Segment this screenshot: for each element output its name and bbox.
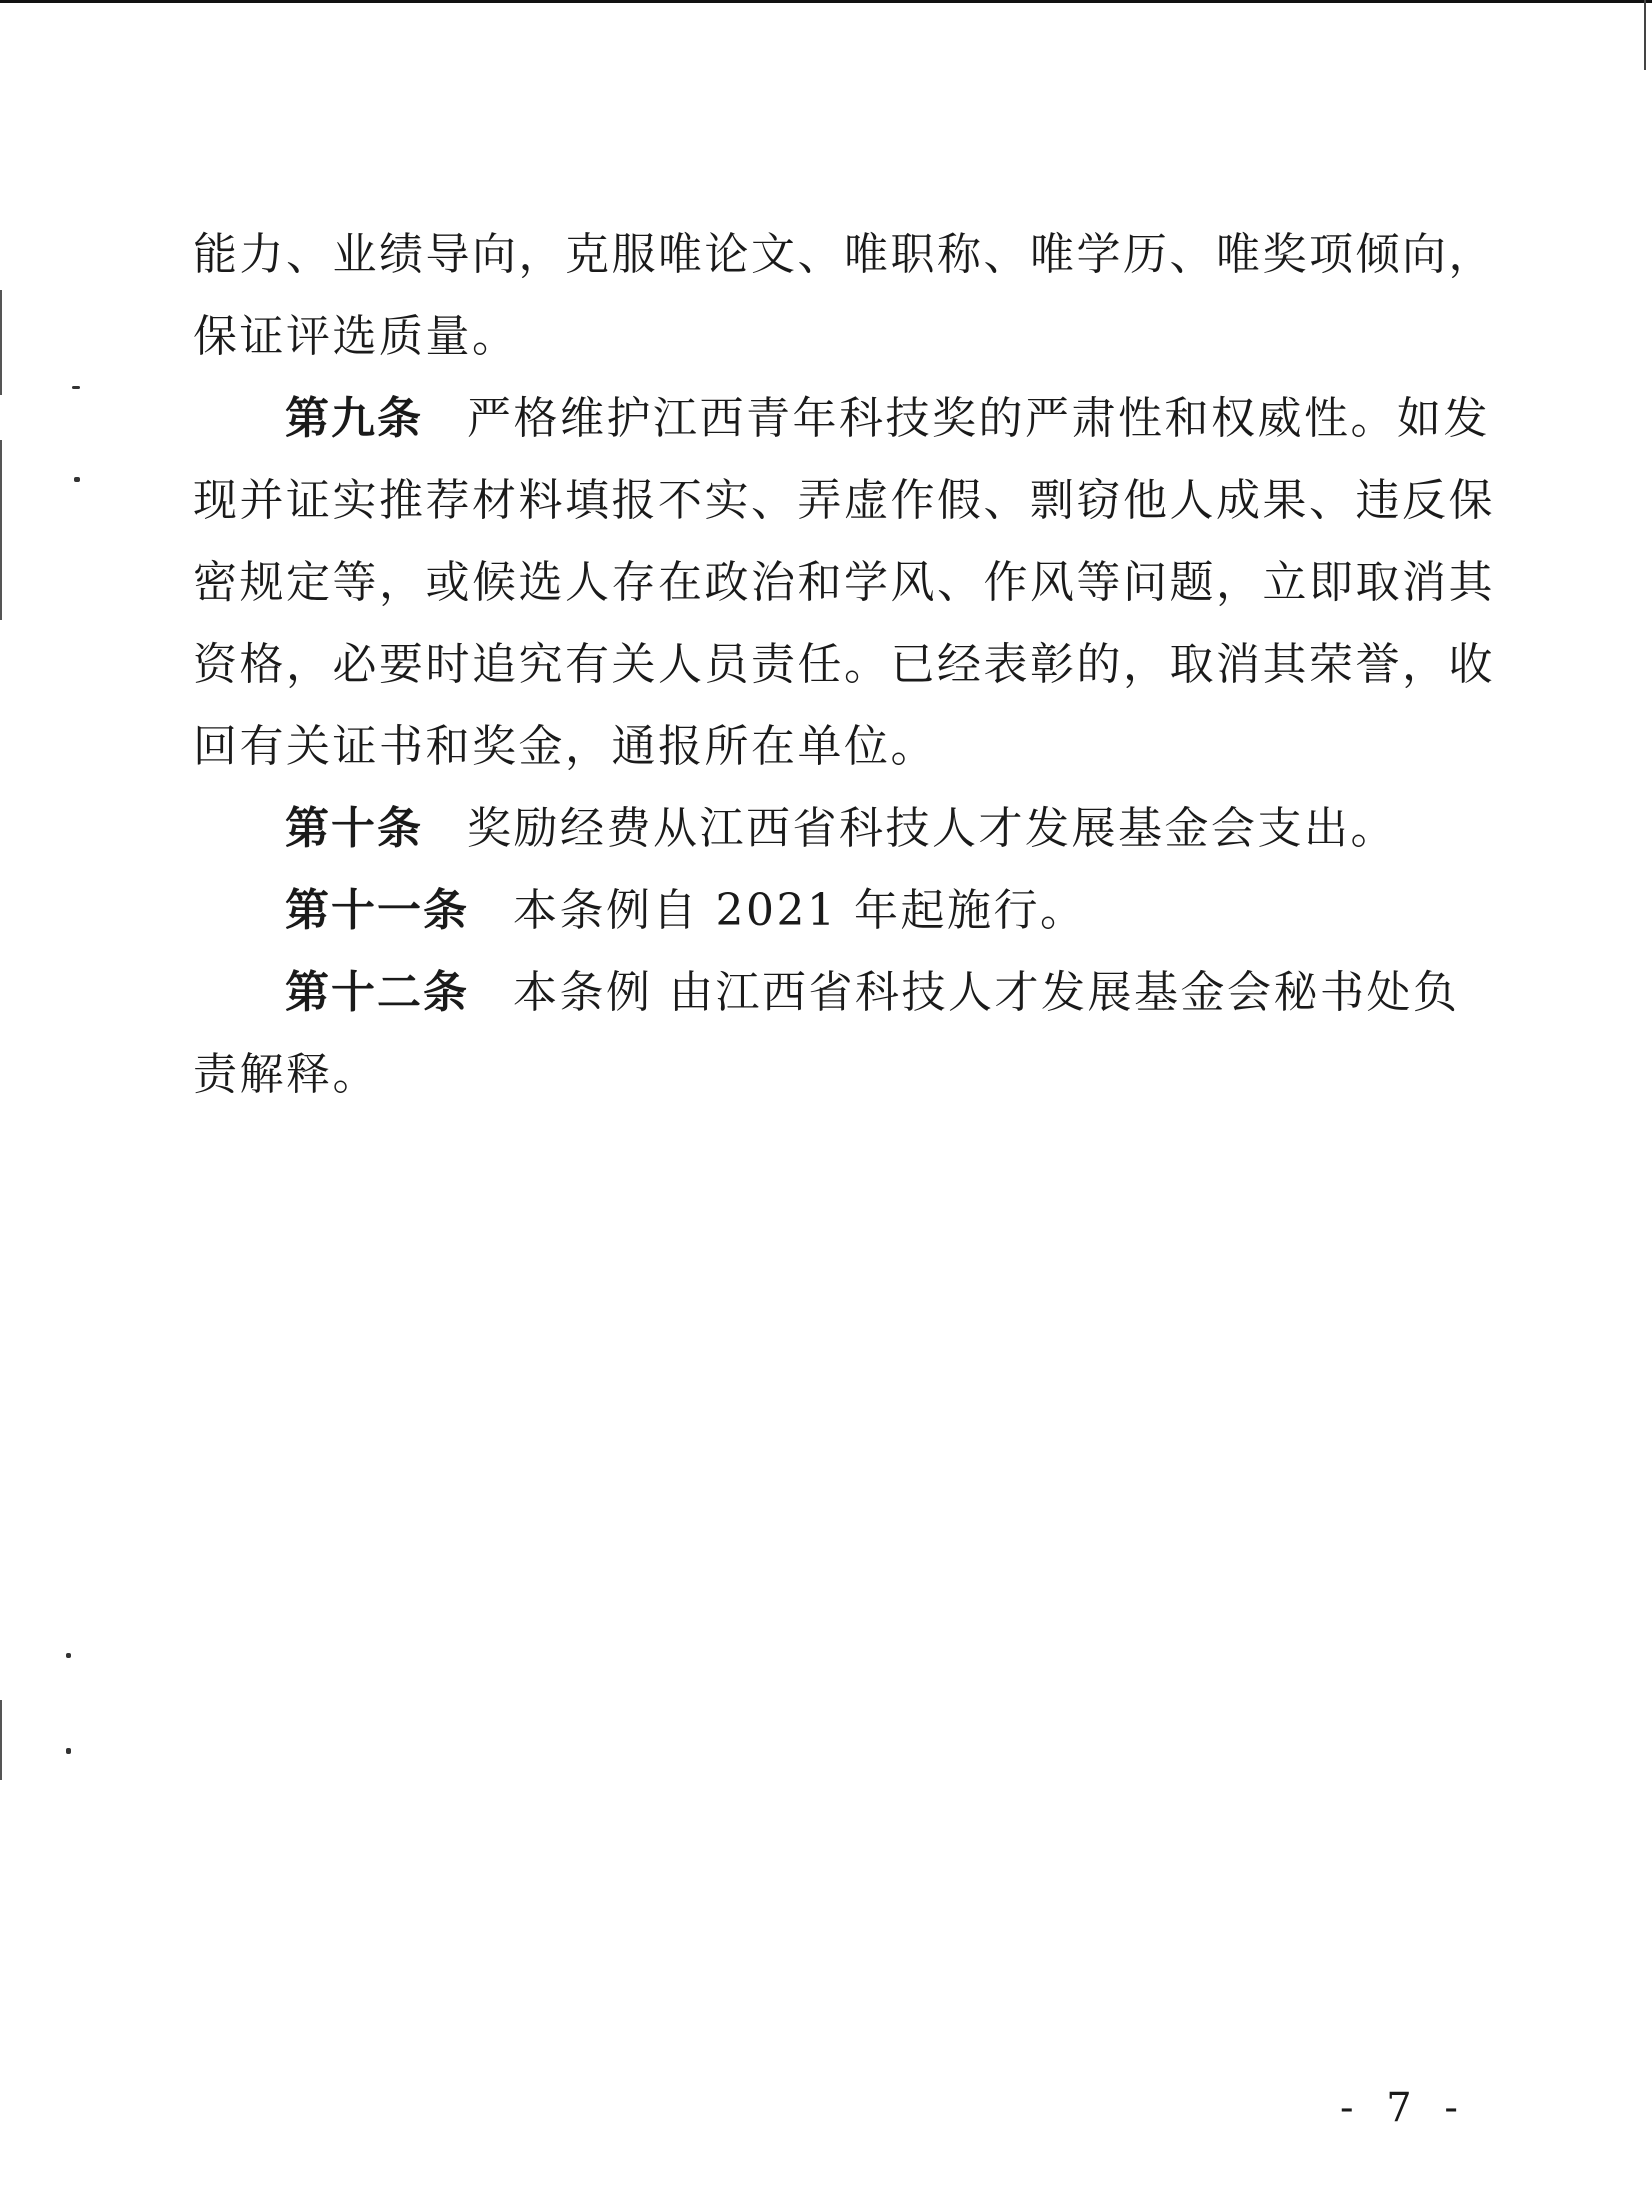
article-9-first-line bbox=[193, 378, 1490, 460]
article-number: 第九条 bbox=[285, 393, 423, 444]
left-scan-edge bbox=[0, 290, 2, 395]
top-scan-border bbox=[0, 0, 1652, 3]
right-scan-edge bbox=[1644, 0, 1646, 70]
document-body bbox=[193, 214, 1495, 1116]
article-number: 第十二条 bbox=[285, 967, 469, 1018]
body-text-line: 保证评选质量。 bbox=[193, 311, 519, 362]
body-text-line: 现并证实推荐材料填报不实、弄虚作假、剽窃他人成果、违反保 bbox=[193, 475, 1495, 526]
article-number: 第十一条 bbox=[285, 885, 469, 936]
scan-speck bbox=[66, 1748, 71, 1754]
article-text: 奖励经费从江西省科技人才发展基金会支出。 bbox=[467, 803, 1397, 854]
body-text-line: 能力、业绩导向，克服唯论文、唯职称、唯学历、唯奖项倾向， bbox=[193, 229, 1495, 280]
article-number: 第十条 bbox=[285, 803, 423, 854]
left-scan-edge bbox=[0, 1700, 2, 1780]
page-number: - 7 - bbox=[1340, 2085, 1468, 2131]
scan-speck bbox=[72, 386, 80, 389]
body-text-line: 资格，必要时追究有关人员责任。已经表彰的，取消其荣誉，收 bbox=[193, 639, 1495, 690]
body-text-line: 回有关证书和奖金，通报所在单位。 bbox=[193, 721, 937, 772]
article-11-line bbox=[193, 870, 1443, 952]
body-text-line: 密规定等，或候选人存在政治和学风、作风等问题，立即取消其 bbox=[193, 557, 1495, 608]
article-text: 本条例自 2021 年起施行。 bbox=[513, 885, 1087, 936]
article-10-line bbox=[193, 788, 1443, 870]
scan-speck bbox=[66, 1653, 71, 1658]
body-text-line: 责解释。 bbox=[193, 1049, 379, 1100]
article-12-first-line bbox=[193, 952, 1460, 1034]
article-text: 严格维护江西青年科技奖的严肃性和权威性。如发 bbox=[467, 393, 1490, 444]
article-text: 本条例 由江西省科技人才发展基金会秘书处负 bbox=[513, 967, 1460, 1018]
scan-speck bbox=[74, 477, 80, 482]
left-scan-edge bbox=[0, 440, 2, 620]
